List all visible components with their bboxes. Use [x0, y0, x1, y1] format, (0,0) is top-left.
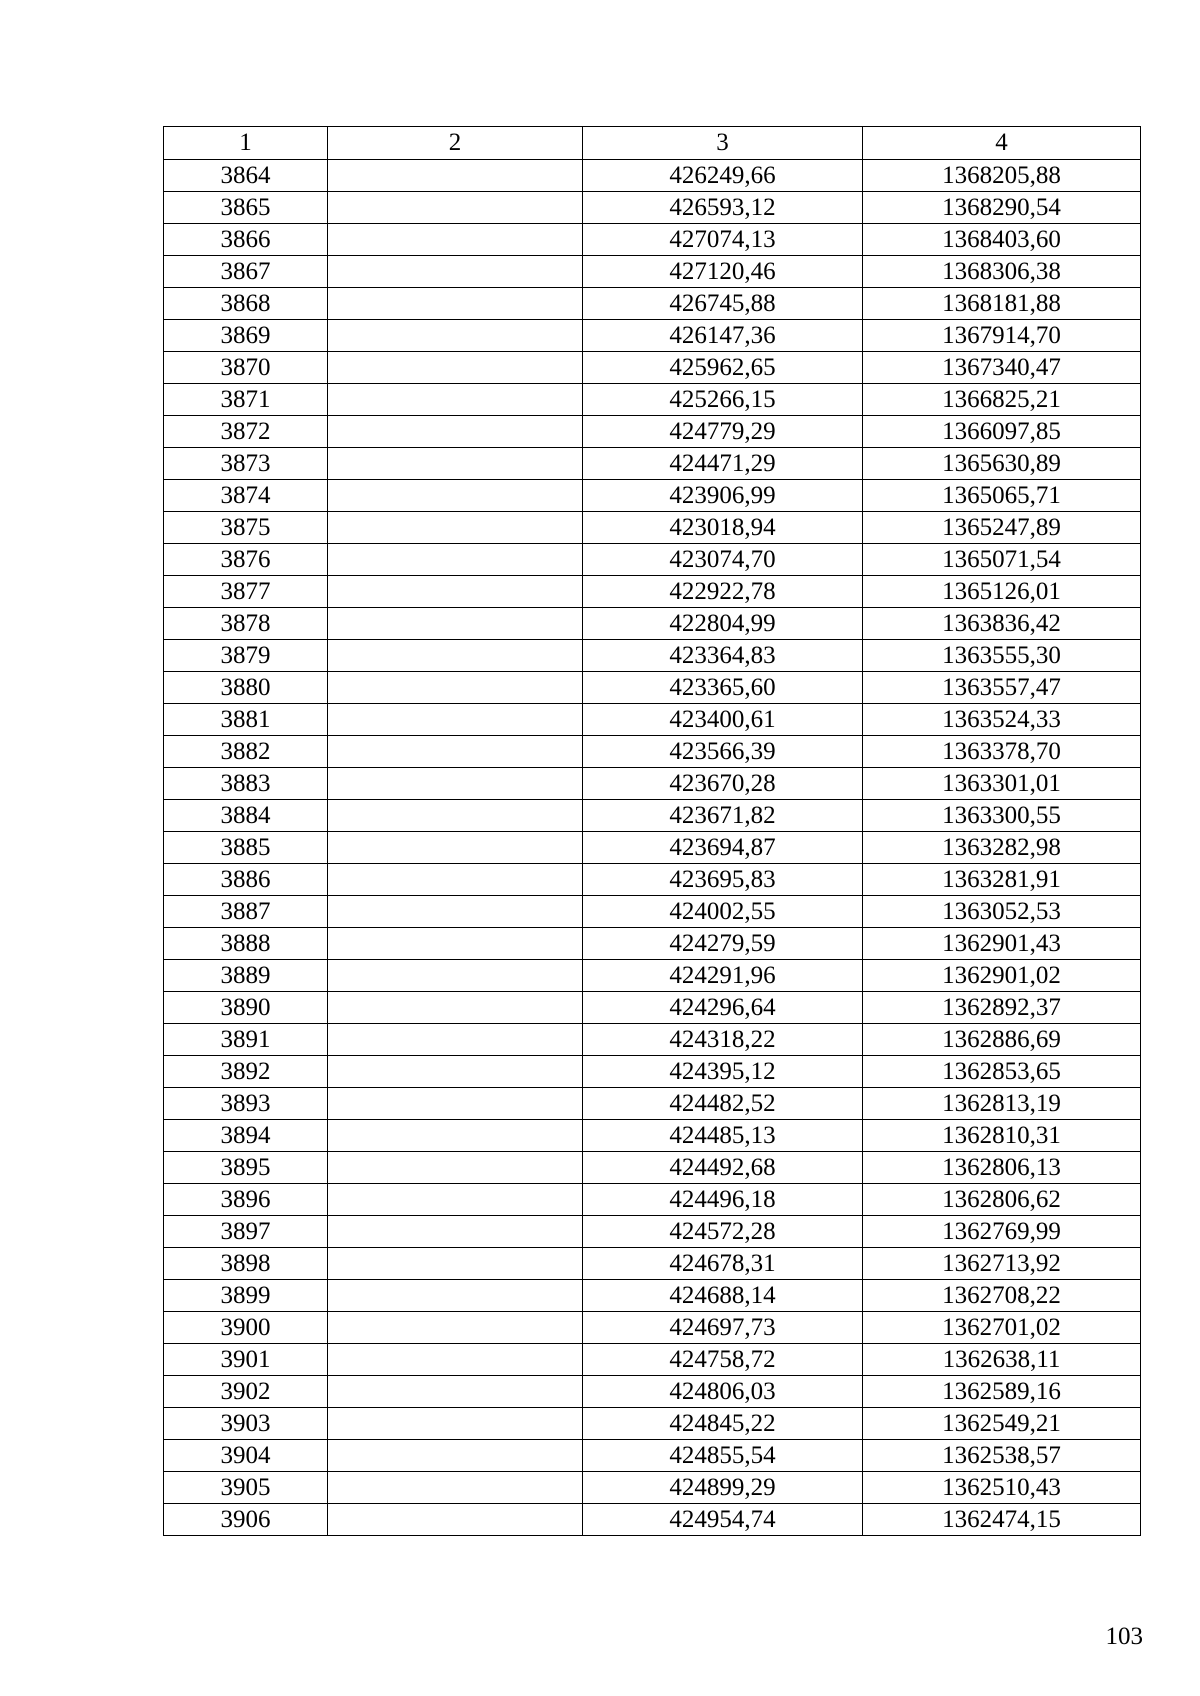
point-number-cell: 3904	[164, 1440, 328, 1472]
table-row	[164, 1504, 1141, 1536]
point-number-cell: 3897	[164, 1216, 328, 1248]
table-row	[164, 1472, 1141, 1504]
table-row	[164, 480, 1141, 512]
point-number-cell: 3889	[164, 960, 328, 992]
x-coordinate-cell: 424482,52	[583, 1088, 863, 1120]
point-number-cell: 3899	[164, 1280, 328, 1312]
table-row	[164, 1408, 1141, 1440]
point-number-cell: 3890	[164, 992, 328, 1024]
y-coordinate-cell: 1362901,02	[863, 960, 1141, 992]
y-coordinate-cell: 1365630,89	[863, 448, 1141, 480]
table-row	[164, 928, 1141, 960]
point-number-cell: 3888	[164, 928, 328, 960]
point-number-cell: 3902	[164, 1376, 328, 1408]
y-coordinate-cell: 1363378,70	[863, 736, 1141, 768]
empty-cell	[328, 1088, 583, 1120]
point-number-cell: 3871	[164, 384, 328, 416]
y-coordinate-cell: 1363300,55	[863, 800, 1141, 832]
table-row	[164, 1152, 1141, 1184]
x-coordinate-cell: 423365,60	[583, 672, 863, 704]
empty-cell	[328, 1056, 583, 1088]
x-coordinate-cell: 424496,18	[583, 1184, 863, 1216]
empty-cell	[328, 1440, 583, 1472]
table-row	[164, 800, 1141, 832]
table-row	[164, 768, 1141, 800]
x-coordinate-cell: 424296,64	[583, 992, 863, 1024]
table-row	[164, 1216, 1141, 1248]
point-number-cell: 3896	[164, 1184, 328, 1216]
table-row	[164, 160, 1141, 192]
empty-cell	[328, 224, 583, 256]
x-coordinate-cell: 424492,68	[583, 1152, 863, 1184]
table-row	[164, 896, 1141, 928]
x-coordinate-cell: 424318,22	[583, 1024, 863, 1056]
y-coordinate-cell: 1363524,33	[863, 704, 1141, 736]
table-row	[164, 256, 1141, 288]
table-row	[164, 448, 1141, 480]
table-row	[164, 960, 1141, 992]
empty-cell	[328, 864, 583, 896]
y-coordinate-cell: 1365126,01	[863, 576, 1141, 608]
point-number-cell: 3874	[164, 480, 328, 512]
empty-cell	[328, 1280, 583, 1312]
y-coordinate-cell: 1366825,21	[863, 384, 1141, 416]
empty-cell	[328, 672, 583, 704]
column-header-3: 3	[583, 127, 863, 160]
table-row	[164, 864, 1141, 896]
y-coordinate-cell: 1363282,98	[863, 832, 1141, 864]
y-coordinate-cell: 1362813,19	[863, 1088, 1141, 1120]
point-number-cell: 3891	[164, 1024, 328, 1056]
column-header-1: 1	[164, 127, 328, 160]
y-coordinate-cell: 1362474,15	[863, 1504, 1141, 1536]
y-coordinate-cell: 1362510,43	[863, 1472, 1141, 1504]
y-coordinate-cell: 1365247,89	[863, 512, 1141, 544]
point-number-cell: 3900	[164, 1312, 328, 1344]
y-coordinate-cell: 1362549,21	[863, 1408, 1141, 1440]
point-number-cell: 3877	[164, 576, 328, 608]
y-coordinate-cell: 1362886,69	[863, 1024, 1141, 1056]
header-row	[164, 127, 1141, 160]
table-row	[164, 1056, 1141, 1088]
point-number-cell: 3869	[164, 320, 328, 352]
x-coordinate-cell: 423695,83	[583, 864, 863, 896]
x-coordinate-cell: 427120,46	[583, 256, 863, 288]
table-row	[164, 544, 1141, 576]
point-number-cell: 3879	[164, 640, 328, 672]
y-coordinate-cell: 1362810,31	[863, 1120, 1141, 1152]
point-number-cell: 3872	[164, 416, 328, 448]
point-number-cell: 3886	[164, 864, 328, 896]
empty-cell	[328, 992, 583, 1024]
y-coordinate-cell: 1362713,92	[863, 1248, 1141, 1280]
y-coordinate-cell: 1362901,43	[863, 928, 1141, 960]
empty-cell	[328, 256, 583, 288]
empty-cell	[328, 416, 583, 448]
x-coordinate-cell: 424485,13	[583, 1120, 863, 1152]
y-coordinate-cell: 1362589,16	[863, 1376, 1141, 1408]
empty-cell	[328, 544, 583, 576]
y-coordinate-cell: 1362708,22	[863, 1280, 1141, 1312]
x-coordinate-cell: 426745,88	[583, 288, 863, 320]
x-coordinate-cell: 423670,28	[583, 768, 863, 800]
x-coordinate-cell: 424678,31	[583, 1248, 863, 1280]
point-number-cell: 3898	[164, 1248, 328, 1280]
x-coordinate-cell: 424572,28	[583, 1216, 863, 1248]
y-coordinate-cell: 1365065,71	[863, 480, 1141, 512]
table-row	[164, 1344, 1141, 1376]
x-coordinate-cell: 423364,83	[583, 640, 863, 672]
x-coordinate-cell: 424758,72	[583, 1344, 863, 1376]
x-coordinate-cell: 424395,12	[583, 1056, 863, 1088]
point-number-cell: 3895	[164, 1152, 328, 1184]
y-coordinate-cell: 1363052,53	[863, 896, 1141, 928]
empty-cell	[328, 832, 583, 864]
empty-cell	[328, 608, 583, 640]
y-coordinate-cell: 1362806,13	[863, 1152, 1141, 1184]
table-row	[164, 1184, 1141, 1216]
y-coordinate-cell: 1363557,47	[863, 672, 1141, 704]
empty-cell	[328, 896, 583, 928]
y-coordinate-cell: 1368181,88	[863, 288, 1141, 320]
empty-cell	[328, 1408, 583, 1440]
empty-cell	[328, 1216, 583, 1248]
point-number-cell: 3905	[164, 1472, 328, 1504]
x-coordinate-cell: 424845,22	[583, 1408, 863, 1440]
table-row	[164, 416, 1141, 448]
x-coordinate-cell: 423671,82	[583, 800, 863, 832]
empty-cell	[328, 160, 583, 192]
x-coordinate-cell: 423074,70	[583, 544, 863, 576]
y-coordinate-cell: 1363301,01	[863, 768, 1141, 800]
x-coordinate-cell: 423400,61	[583, 704, 863, 736]
point-number-cell: 3885	[164, 832, 328, 864]
table-row	[164, 736, 1141, 768]
empty-cell	[328, 352, 583, 384]
empty-cell	[328, 480, 583, 512]
y-coordinate-cell: 1363555,30	[863, 640, 1141, 672]
point-number-cell: 3903	[164, 1408, 328, 1440]
y-coordinate-cell: 1362806,62	[863, 1184, 1141, 1216]
point-number-cell: 3892	[164, 1056, 328, 1088]
point-number-cell: 3864	[164, 160, 328, 192]
x-coordinate-cell: 424697,73	[583, 1312, 863, 1344]
table-row	[164, 320, 1141, 352]
empty-cell	[328, 1344, 583, 1376]
x-coordinate-cell: 423018,94	[583, 512, 863, 544]
point-number-cell: 3880	[164, 672, 328, 704]
empty-cell	[328, 800, 583, 832]
table-row	[164, 384, 1141, 416]
table-row	[164, 512, 1141, 544]
table-row	[164, 1376, 1141, 1408]
x-coordinate-cell: 423566,39	[583, 736, 863, 768]
empty-cell	[328, 1248, 583, 1280]
y-coordinate-cell: 1368403,60	[863, 224, 1141, 256]
coordinates-table	[163, 126, 1141, 1536]
table-row	[164, 1120, 1141, 1152]
point-number-cell: 3865	[164, 192, 328, 224]
empty-cell	[328, 1184, 583, 1216]
y-coordinate-cell: 1362769,99	[863, 1216, 1141, 1248]
table-row	[164, 672, 1141, 704]
empty-cell	[328, 1376, 583, 1408]
point-number-cell: 3894	[164, 1120, 328, 1152]
empty-cell	[328, 640, 583, 672]
x-coordinate-cell: 424779,29	[583, 416, 863, 448]
point-number-cell: 3887	[164, 896, 328, 928]
x-coordinate-cell: 424954,74	[583, 1504, 863, 1536]
point-number-cell: 3884	[164, 800, 328, 832]
point-number-cell: 3870	[164, 352, 328, 384]
x-coordinate-cell: 424279,59	[583, 928, 863, 960]
table-row	[164, 1312, 1141, 1344]
y-coordinate-cell: 1367340,47	[863, 352, 1141, 384]
table-row	[164, 576, 1141, 608]
x-coordinate-cell: 424291,96	[583, 960, 863, 992]
table-row	[164, 1024, 1141, 1056]
y-coordinate-cell: 1365071,54	[863, 544, 1141, 576]
table-row	[164, 608, 1141, 640]
table-row	[164, 832, 1141, 864]
empty-cell	[328, 576, 583, 608]
x-coordinate-cell: 424471,29	[583, 448, 863, 480]
y-coordinate-cell: 1366097,85	[863, 416, 1141, 448]
empty-cell	[328, 448, 583, 480]
empty-cell	[328, 960, 583, 992]
empty-cell	[328, 1120, 583, 1152]
y-coordinate-cell: 1362892,37	[863, 992, 1141, 1024]
empty-cell	[328, 928, 583, 960]
x-coordinate-cell: 423694,87	[583, 832, 863, 864]
y-coordinate-cell: 1367914,70	[863, 320, 1141, 352]
empty-cell	[328, 384, 583, 416]
y-coordinate-cell: 1362853,65	[863, 1056, 1141, 1088]
x-coordinate-cell: 424806,03	[583, 1376, 863, 1408]
point-number-cell: 3882	[164, 736, 328, 768]
table-body	[164, 160, 1141, 1536]
empty-cell	[328, 1472, 583, 1504]
point-number-cell: 3876	[164, 544, 328, 576]
y-coordinate-cell: 1362638,11	[863, 1344, 1141, 1376]
x-coordinate-cell: 422922,78	[583, 576, 863, 608]
y-coordinate-cell: 1363281,91	[863, 864, 1141, 896]
x-coordinate-cell: 423906,99	[583, 480, 863, 512]
point-number-cell: 3875	[164, 512, 328, 544]
point-number-cell: 3867	[164, 256, 328, 288]
empty-cell	[328, 736, 583, 768]
table-row	[164, 1440, 1141, 1472]
page-number: 103	[1105, 1623, 1143, 1650]
x-coordinate-cell: 424688,14	[583, 1280, 863, 1312]
point-number-cell: 3893	[164, 1088, 328, 1120]
table-row	[164, 224, 1141, 256]
y-coordinate-cell: 1363836,42	[863, 608, 1141, 640]
point-number-cell: 3878	[164, 608, 328, 640]
empty-cell	[328, 1024, 583, 1056]
y-coordinate-cell: 1368306,38	[863, 256, 1141, 288]
table-row	[164, 640, 1141, 672]
empty-cell	[328, 1152, 583, 1184]
x-coordinate-cell: 426249,66	[583, 160, 863, 192]
empty-cell	[328, 704, 583, 736]
x-coordinate-cell: 426147,36	[583, 320, 863, 352]
empty-cell	[328, 320, 583, 352]
point-number-cell: 3883	[164, 768, 328, 800]
column-header-4: 4	[863, 127, 1141, 160]
table-row	[164, 192, 1141, 224]
x-coordinate-cell: 422804,99	[583, 608, 863, 640]
empty-cell	[328, 192, 583, 224]
x-coordinate-cell: 426593,12	[583, 192, 863, 224]
point-number-cell: 3873	[164, 448, 328, 480]
table-row	[164, 288, 1141, 320]
table-row	[164, 992, 1141, 1024]
y-coordinate-cell: 1362538,57	[863, 1440, 1141, 1472]
x-coordinate-cell: 424899,29	[583, 1472, 863, 1504]
point-number-cell: 3866	[164, 224, 328, 256]
y-coordinate-cell: 1368205,88	[863, 160, 1141, 192]
empty-cell	[328, 1504, 583, 1536]
empty-cell	[328, 1312, 583, 1344]
column-header-2: 2	[328, 127, 583, 160]
table-row	[164, 1088, 1141, 1120]
x-coordinate-cell: 425962,65	[583, 352, 863, 384]
table-row	[164, 704, 1141, 736]
y-coordinate-cell: 1368290,54	[863, 192, 1141, 224]
table-row	[164, 1280, 1141, 1312]
x-coordinate-cell: 427074,13	[583, 224, 863, 256]
x-coordinate-cell: 425266,15	[583, 384, 863, 416]
point-number-cell: 3901	[164, 1344, 328, 1376]
table-row	[164, 352, 1141, 384]
x-coordinate-cell: 424855,54	[583, 1440, 863, 1472]
empty-cell	[328, 768, 583, 800]
point-number-cell: 3881	[164, 704, 328, 736]
empty-cell	[328, 512, 583, 544]
x-coordinate-cell: 424002,55	[583, 896, 863, 928]
table-row	[164, 1248, 1141, 1280]
point-number-cell: 3868	[164, 288, 328, 320]
point-number-cell: 3906	[164, 1504, 328, 1536]
y-coordinate-cell: 1362701,02	[863, 1312, 1141, 1344]
empty-cell	[328, 288, 583, 320]
